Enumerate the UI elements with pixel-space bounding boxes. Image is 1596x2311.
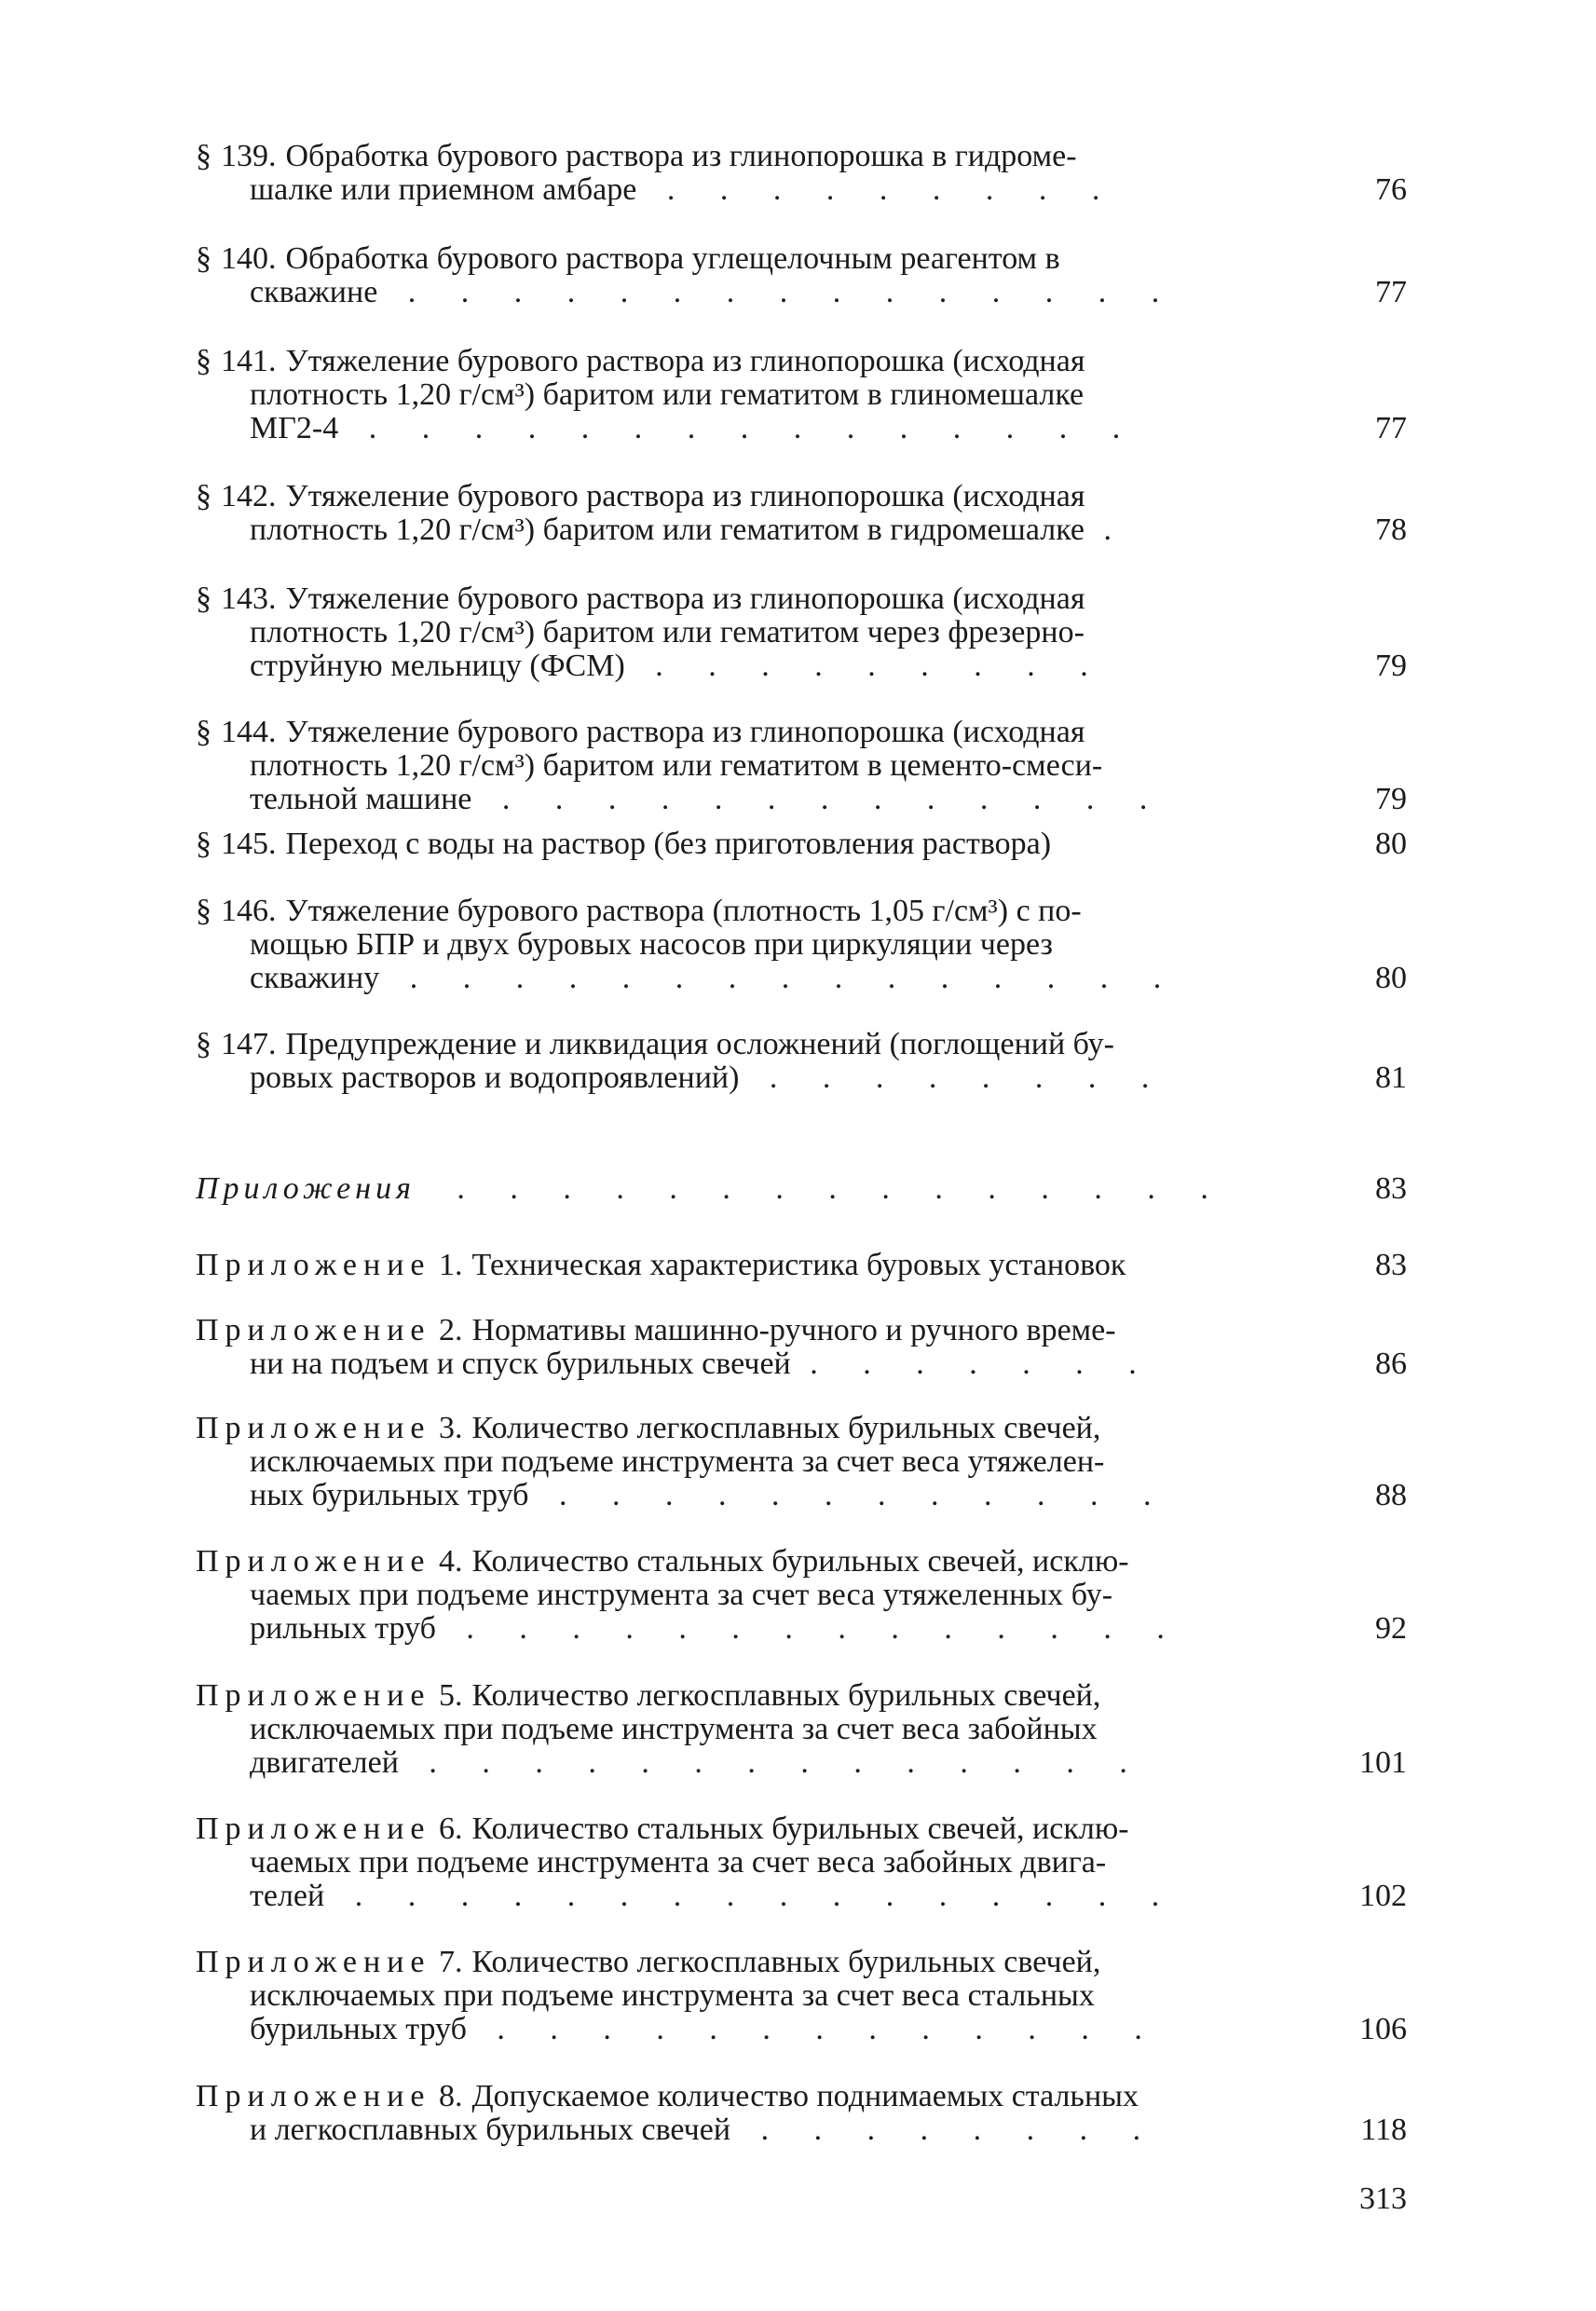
leader-dots: . . . . . . . . . . . . . [497,2012,1161,2046]
section-sign: § [196,581,211,616]
section-sign: § [196,1027,211,1061]
appendix-entry-1 [196,1249,1407,1282]
leader-dots: . . . . . . . . . . . . . [501,782,1166,816]
appendix-number: 1. [438,1248,463,1282]
page-number: 101 [1359,1745,1407,1780]
entry-text [196,827,1309,861]
leader-dots: . [1103,513,1130,547]
entry-line-1: Количество легкосплавных бурильных свечей, [471,1411,1101,1445]
entry-line-2: ни на подъем и спуск бурильных свечей [250,1347,791,1381]
page-number: 80 [1375,961,1407,995]
appendix-number: 8. [438,2079,463,2113]
entry-text [196,345,1309,445]
appendix-label: Приложение [196,1678,431,1713]
entry-line-1: Утяжеление бурового раствора (плотность 1,05 г/см³) с по- [285,894,1082,928]
entry-line-2: шалке или приемном амбаре [250,172,637,207]
entry-line-2: исключаемых при подъеме инструмента за счет веса утяжелен- [250,1444,1105,1479]
entry-text [196,1946,1309,2046]
entry-line-1: Количество стальных бурильных свечей, исклю- [471,1544,1129,1579]
entry-line-2: и легкосплавных бурильных свечей [250,2113,731,2147]
entry-line-3: рильных труб [250,1611,436,1646]
entry-line-1: Утяжеление бурового раствора из глинопорошка (исходная [285,581,1085,616]
leader-dots: . . . . . . . . . [655,649,1107,683]
section-sign: § [196,344,211,378]
leader-dots: . . . . . . . . . . . . . . [466,1611,1183,1646]
appendix-number: 3. [438,1411,463,1445]
page-number: 86 [1375,1347,1407,1381]
entry-line-1: Техническая характеристика буровых установок [471,1248,1126,1282]
folio-page-number: 313 [1359,2181,1407,2216]
entry-line-1: Утяжеление бурового раствора из глинопорошка (исходная [285,715,1085,749]
entry-line-1: Утяжеление бурового раствора из глинопорошка (исходная [285,479,1085,513]
section-sign: § [196,241,211,276]
entry-line-1: Переход с воды на раствор (без приготовления раствора) [285,827,1052,861]
section-sign: § [196,894,211,928]
appendix-number: 6. [438,1812,463,1846]
section-number: 142. [221,479,277,513]
page-number: 76 [1375,172,1407,207]
appendix-label: Приложение [196,1411,431,1445]
leader-dots: . . . . . . . . . . . . . . [429,1745,1146,1780]
appendix-label: Приложение [196,1248,431,1282]
appendix-entry-7 [196,1946,1407,2046]
appendix-entry-2 [196,1314,1407,1381]
entry-text [196,242,1309,309]
entry-text [196,140,1309,207]
entry-text [196,1812,1309,1913]
entry-text [196,1314,1309,1381]
section-number: 144. [221,715,277,749]
entry-text [196,1172,1309,1206]
entry-line-3: двигателей [250,1745,399,1780]
page-number: 106 [1359,2012,1407,2046]
page-number: 79 [1375,782,1407,816]
page-number: 83 [1375,1171,1407,1206]
page-number: 81 [1375,1060,1407,1095]
toc-entry-145 [196,827,1407,861]
toc-entry-140 [196,242,1407,309]
page-number: 102 [1359,1879,1407,1913]
entry-line-2: ровых растворов и водопроявлений) [250,1060,740,1095]
section-number: 143. [221,581,277,616]
leader-dots: . . . . . . . . . . . . . . . [368,411,1139,445]
entry-line-1: Предупреждение и ликвидация осложнений (поглощений бу- [285,1027,1114,1061]
appendix-number: 2. [438,1313,463,1347]
entry-line-1: Нормативы машинно-ручного и ручного време- [471,1313,1116,1347]
entry-line-2: мощью БПР и двух буровых насосов при циркуляции через [250,927,1053,962]
entry-text [196,1028,1309,1095]
toc-entry-141 [196,345,1407,445]
entry-line-3: бурильных труб [250,2012,467,2046]
entry-line-2: исключаемых при подъеме инструмента за счет веса стальных [250,1978,1095,2013]
appendices-title: Приложения [196,1171,416,1206]
entry-text [196,582,1309,683]
entry-line-3: телей [250,1879,325,1913]
entry-text [196,716,1309,816]
page-number: 92 [1375,1611,1407,1646]
appendix-entry-5 [196,1679,1407,1780]
entry-line-2: чаемых при подъеме инструмента за счет веса забойных двига- [250,1845,1107,1880]
toc-entry-147 [196,1028,1407,1095]
entry-line-2: плотность 1,20 г/см³) баритом или гематитом через фрезерно- [250,615,1084,650]
entry-text [196,895,1309,995]
leader-dots: . . . . . . . . . . . . . . . [409,961,1180,995]
page-number: 78 [1375,513,1407,547]
toc-entry-144 [196,716,1407,816]
entry-line-1: Количество легкосплавных бурильных свечей, [471,1678,1101,1713]
section-sign: § [196,479,211,513]
entry-line-3: струйную мельницу (ФСМ) [250,649,625,683]
leader-dots: . . . . . . . . . . . . [558,1478,1170,1512]
entry-text [196,1249,1309,1282]
appendix-label: Приложение [196,1313,431,1347]
entry-text [196,1679,1309,1780]
appendix-entry-8 [196,2080,1407,2147]
leader-dots: . . . . . . . . [769,1060,1168,1095]
appendix-label: Приложение [196,1544,431,1579]
appendix-number: 5. [438,1678,463,1713]
entry-line-2: плотность 1,20 г/см³) баритом или гематитом в гидромешалке [250,513,1084,547]
entry-text [196,2080,1309,2147]
entry-line-3: скважину [250,961,380,995]
leader-dots: . . . . . . . . . . . . . . . [457,1171,1227,1206]
section-sign: § [196,715,211,749]
entry-line-2: чаемых при подъеме инструмента за счет веса утяжеленных бу- [250,1578,1113,1612]
appendix-label: Приложение [196,1812,431,1846]
section-number: 141. [221,344,277,378]
appendix-entry-3 [196,1412,1407,1512]
leader-dots: . . . . . . . . . . . . . . . . [354,1879,1179,1913]
toc-entry-146 [196,895,1407,995]
entry-text [196,480,1309,547]
page-number: 118 [1360,2113,1407,2147]
page-number: 88 [1375,1478,1407,1512]
page-number: 83 [1375,1248,1407,1282]
appendix-number: 7. [438,1945,463,1979]
entry-text [196,1412,1309,1512]
appendices-heading [196,1172,1407,1206]
section-number: 145. [221,827,277,861]
entry-line-2: плотность 1,20 г/см³) баритом или гематитом в глиномешалке [250,377,1084,412]
entry-line-2: плотность 1,20 г/см³) баритом или гематитом в цементо-смеси- [250,748,1103,783]
section-number: 147. [221,1027,277,1061]
section-sign: § [196,139,211,173]
entry-line-1: Утяжеление бурового раствора из глинопорошка (исходная [285,344,1085,378]
page-number: 79 [1375,649,1407,683]
section-number: 146. [221,894,277,928]
section-number: 139. [221,139,277,173]
entry-line-1: Количество легкосплавных бурильных свечей, [471,1945,1101,1979]
entry-line-3: тельной машине [250,782,472,816]
leader-dots: . . . . . . . . . . . . . . . [407,275,1179,309]
leader-dots: . . . . . . . . . [666,172,1119,207]
entry-line-1: Количество стальных бурильных свечей, исклю- [471,1812,1129,1846]
entry-line-2: скважине [250,275,378,309]
appendix-entry-6 [196,1812,1407,1913]
entry-line-3: ных бурильных труб [250,1478,529,1512]
appendix-entry-4 [196,1545,1407,1646]
toc-entry-142 [196,480,1407,547]
appendix-label: Приложение [196,2079,431,2113]
entry-line-1: Обработка бурового раствора из глинопорошка в гидроме- [285,139,1077,173]
entry-line-3: МГ2-4 [250,411,339,445]
entry-line-1: Обработка бурового раствора углещелочным реагентом в [285,241,1060,276]
section-number: 140. [221,241,277,276]
entry-text [196,1545,1309,1646]
leader-dots: . . . . . . . . [760,2113,1160,2147]
page-number: 77 [1375,411,1407,445]
appendix-number: 4. [438,1544,463,1579]
toc-entry-139 [196,140,1407,207]
page-number: 80 [1375,827,1407,861]
leader-dots: . . . . . . . [810,1347,1155,1381]
section-sign: § [196,827,211,861]
toc-entry-143 [196,582,1407,683]
entry-line-2: исключаемых при подъеме инструмента за счет веса забойных [250,1712,1098,1746]
entry-line-1: Допускаемое количество поднимаемых стальных [471,2079,1139,2113]
page-number: 77 [1375,275,1407,309]
appendix-label: Приложение [196,1945,431,1979]
